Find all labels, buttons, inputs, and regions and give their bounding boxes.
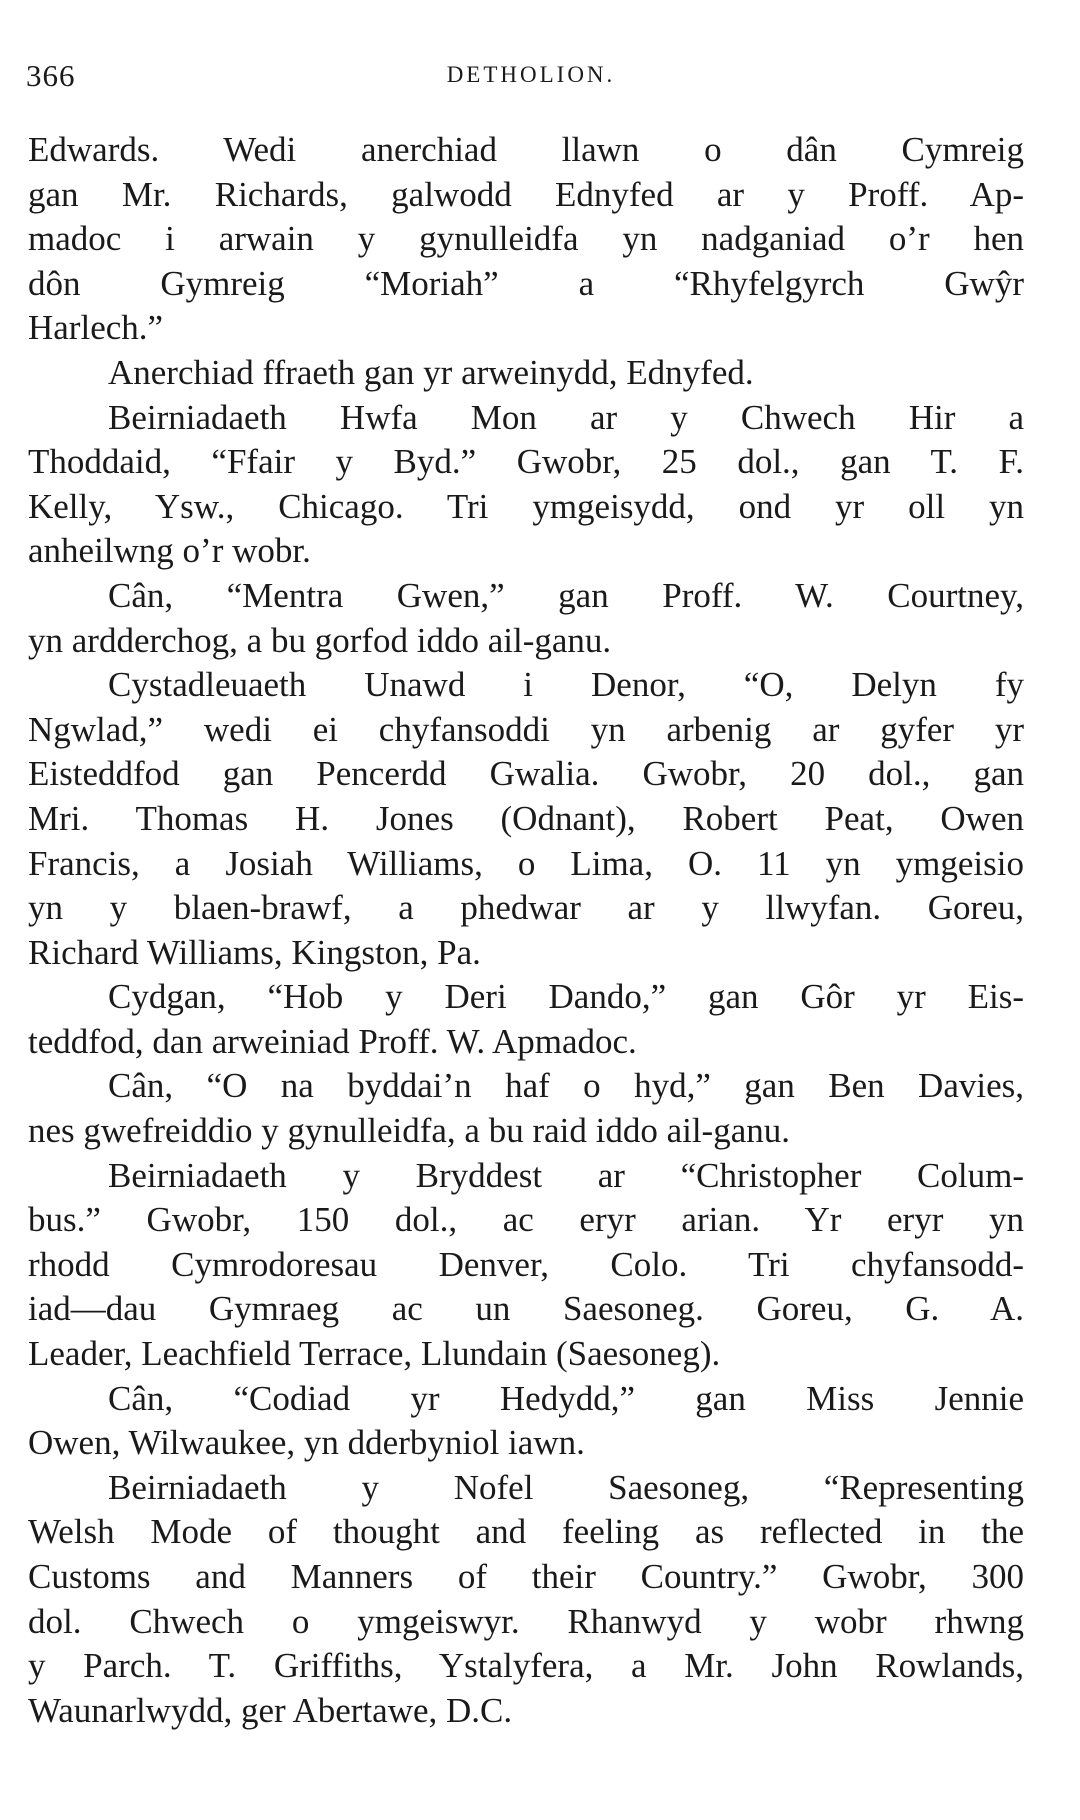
text-line: Eisteddfod gan Pencerdd Gwalia. Gwobr, 20 dol., gan: [28, 754, 1024, 794]
text-line: Francis, a Josiah Williams, o Lima, O. 11 yn ymgeisio: [28, 843, 1024, 883]
text-line: Cystadleuaeth Unawd i Denor, “O, Delyn fy: [108, 665, 1024, 705]
text-line: madoc i arwain y gynulleidfa yn nadganiad o’r hen: [28, 219, 1024, 259]
text-line: y Parch. T. Griffiths, Ystalyfera, a Mr. John Rowlands,: [28, 1646, 1024, 1686]
text-line: Cydgan, “Hob y Deri Dando,” gan Gôr yr Eis-: [108, 977, 1024, 1017]
text-line: yn ardderchog, a bu gorfod iddo ail-ganu.: [28, 620, 612, 660]
text-line: Ngwlad,” wedi ei chyfansoddi yn arbenig ar gyfer yr: [28, 709, 1024, 749]
text-line: Waunarlwydd, ger Abertawe, D.C.: [28, 1690, 513, 1730]
page-header: [26, 58, 1036, 98]
text-line: Richard Williams, Kingston, Pa.: [28, 932, 481, 972]
text-line: anheilwng o’r wobr.: [28, 531, 311, 571]
text-line: Harlech.”: [28, 308, 164, 348]
text-line: Cân, “Codiad yr Hedydd,” gan Miss Jennie: [108, 1378, 1024, 1418]
page-number: 366: [26, 58, 76, 93]
running-head: DETHOLION.: [446, 62, 616, 87]
text-line: yn y blaen-brawf, a phedwar ar y llwyfan. Goreu,: [28, 888, 1024, 928]
text-line: dol. Chwech o ymgeiswyr. Rhanwyd y wobr rhwng: [28, 1601, 1024, 1641]
text-line: dôn Gymreig “Moriah” a “Rhyfelgyrch Gwŷr: [28, 263, 1024, 303]
body-text: [28, 128, 1024, 1733]
text-line: Anerchiad ffraeth gan yr arweinydd, Ednyfed.: [108, 352, 754, 392]
text-line: gan Mr. Richards, galwodd Ednyfed ar y Proff. Ap-: [28, 174, 1024, 214]
text-line: Cân, “O na byddai’n haf o hyd,” gan Ben Davies,: [108, 1066, 1024, 1106]
text-line: nes gwefreiddio y gynulleidfa, a bu raid iddo ail-ganu.: [28, 1111, 791, 1151]
text-line: Mri. Thomas H. Jones (Odnant), Robert Peat, Owen: [28, 798, 1024, 838]
text-line: Customs and Manners of their Country.” Gwobr, 300: [28, 1557, 1024, 1596]
text-line: Kelly, Ysw., Chicago. Tri ymgeisydd, ond yr oll yn: [28, 486, 1024, 526]
text-line: Beirniadaeth y Nofel Saesoneg, “Representing: [108, 1467, 1024, 1507]
text-line: bus.” Gwobr, 150 dol., ac eryr arian. Yr eryr yn: [28, 1200, 1024, 1240]
text-line: Leader, Leachfield Terrace, Llundain (Saesoneg).: [28, 1334, 721, 1374]
text-line: iad—dau Gymraeg ac un Saesoneg. Goreu, G. A.: [28, 1289, 1024, 1329]
text-line: Owen, Wilwaukee, yn dderbyniol iawn.: [28, 1423, 585, 1463]
text-line: Edwards. Wedi anerchiad llawn o dân Cymreig: [28, 130, 1024, 169]
text-line: Thoddaid, “Ffair y Byd.” Gwobr, 25 dol., gan T. F.: [28, 442, 1024, 482]
text-line: Welsh Mode of thought and feeling as reflected in the: [28, 1512, 1024, 1552]
text-line: Beirniadaeth y Bryddest ar “Christopher Colum-: [108, 1155, 1024, 1195]
text-line: Cân, “Mentra Gwen,” gan Proff. W. Courtney,: [108, 575, 1024, 615]
text-line: Beirniadaeth Hwfa Mon ar y Chwech Hir a: [108, 397, 1024, 437]
text-line: teddfod, dan arweiniad Proff. W. Apmadoc.: [28, 1021, 637, 1061]
text-line: rhodd Cymrodoresau Denver, Colo. Tri chyfansodd-: [28, 1244, 1024, 1284]
